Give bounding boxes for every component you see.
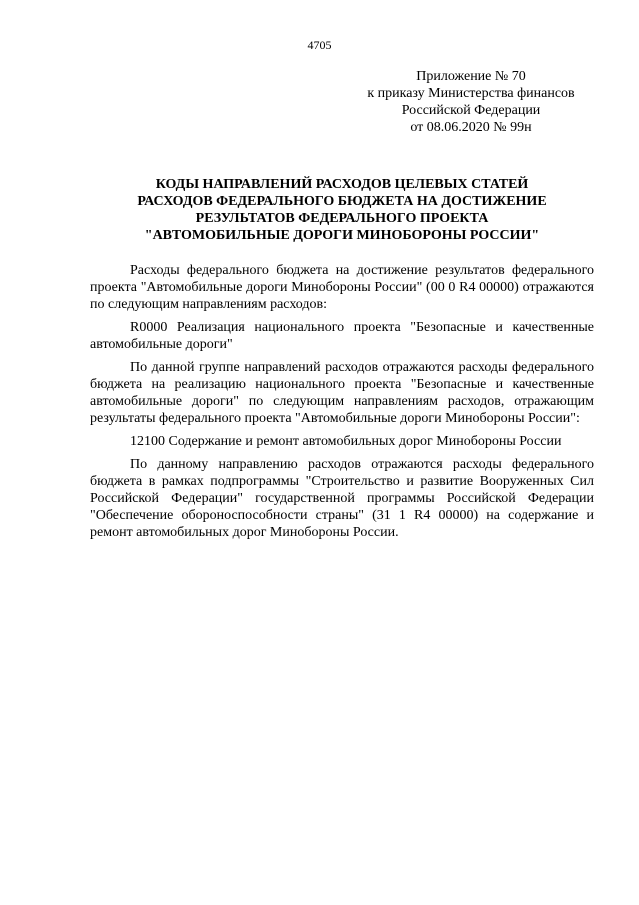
title-line: "АВТОМОБИЛЬНЫЕ ДОРОГИ МИНОБОРОНЫ РОССИИ": [144, 228, 540, 243]
appendix-line: от 08.06.2020 № 99н: [410, 120, 532, 135]
paragraph-description: По данной группе направлений расходов отражаются расходы федерального бюджета на реализацию национального проекта "Безопасные и качественные автомобильные дороги" по следующим направлениям расходов, отражающим результаты федерального проекта "Автомобильные дороги Минобороны России":: [90, 360, 594, 426]
document-body: [90, 262, 594, 547]
paragraph-code-12100: 12100 Содержание и ремонт автомобильных дорог Минобороны России: [130, 434, 562, 449]
appendix-line: к приказу Министерства финансов: [367, 86, 575, 101]
appendix-line: Российской Федерации: [401, 103, 541, 118]
title-line: РЕЗУЛЬТАТОВ ФЕДЕРАЛЬНОГО ПРОЕКТА: [195, 211, 489, 226]
title-line: РАСХОДОВ ФЕДЕРАЛЬНОГО БЮДЖЕТА НА ДОСТИЖЕНИЕ: [137, 194, 547, 209]
document-title: [60, 176, 624, 244]
title-line: КОДЫ НАПРАВЛЕНИЙ РАСХОДОВ ЦЕЛЕВЫХ СТАТЕЙ: [155, 177, 529, 192]
paragraph-code-r0000: R0000 Реализация национального проекта "Безопасные и качественные автомобильные дороги": [90, 320, 594, 352]
paragraph-intro: Расходы федерального бюджета на достижение результатов федерального проекта "Автомобильные дороги Минобороны России" (00 0 R4 00000) отражаются по следующим направлениям расходов:: [90, 263, 594, 312]
page-number: 4705: [307, 38, 332, 52]
paragraph-description: По данному направлению расходов отражаются расходы федерального бюджета в рамках подпрограммы "Строительство и развитие Вооруженных Сил Российской Федерации" государственной программы Российской Федерации "Обеспечение обороноспособности страны" (31 1 R4 00000) на содержание и ремонт автомобильных дорог Минобороны России.: [90, 457, 594, 540]
appendix-line: Приложение № 70: [416, 69, 526, 84]
appendix-header: [340, 68, 602, 136]
